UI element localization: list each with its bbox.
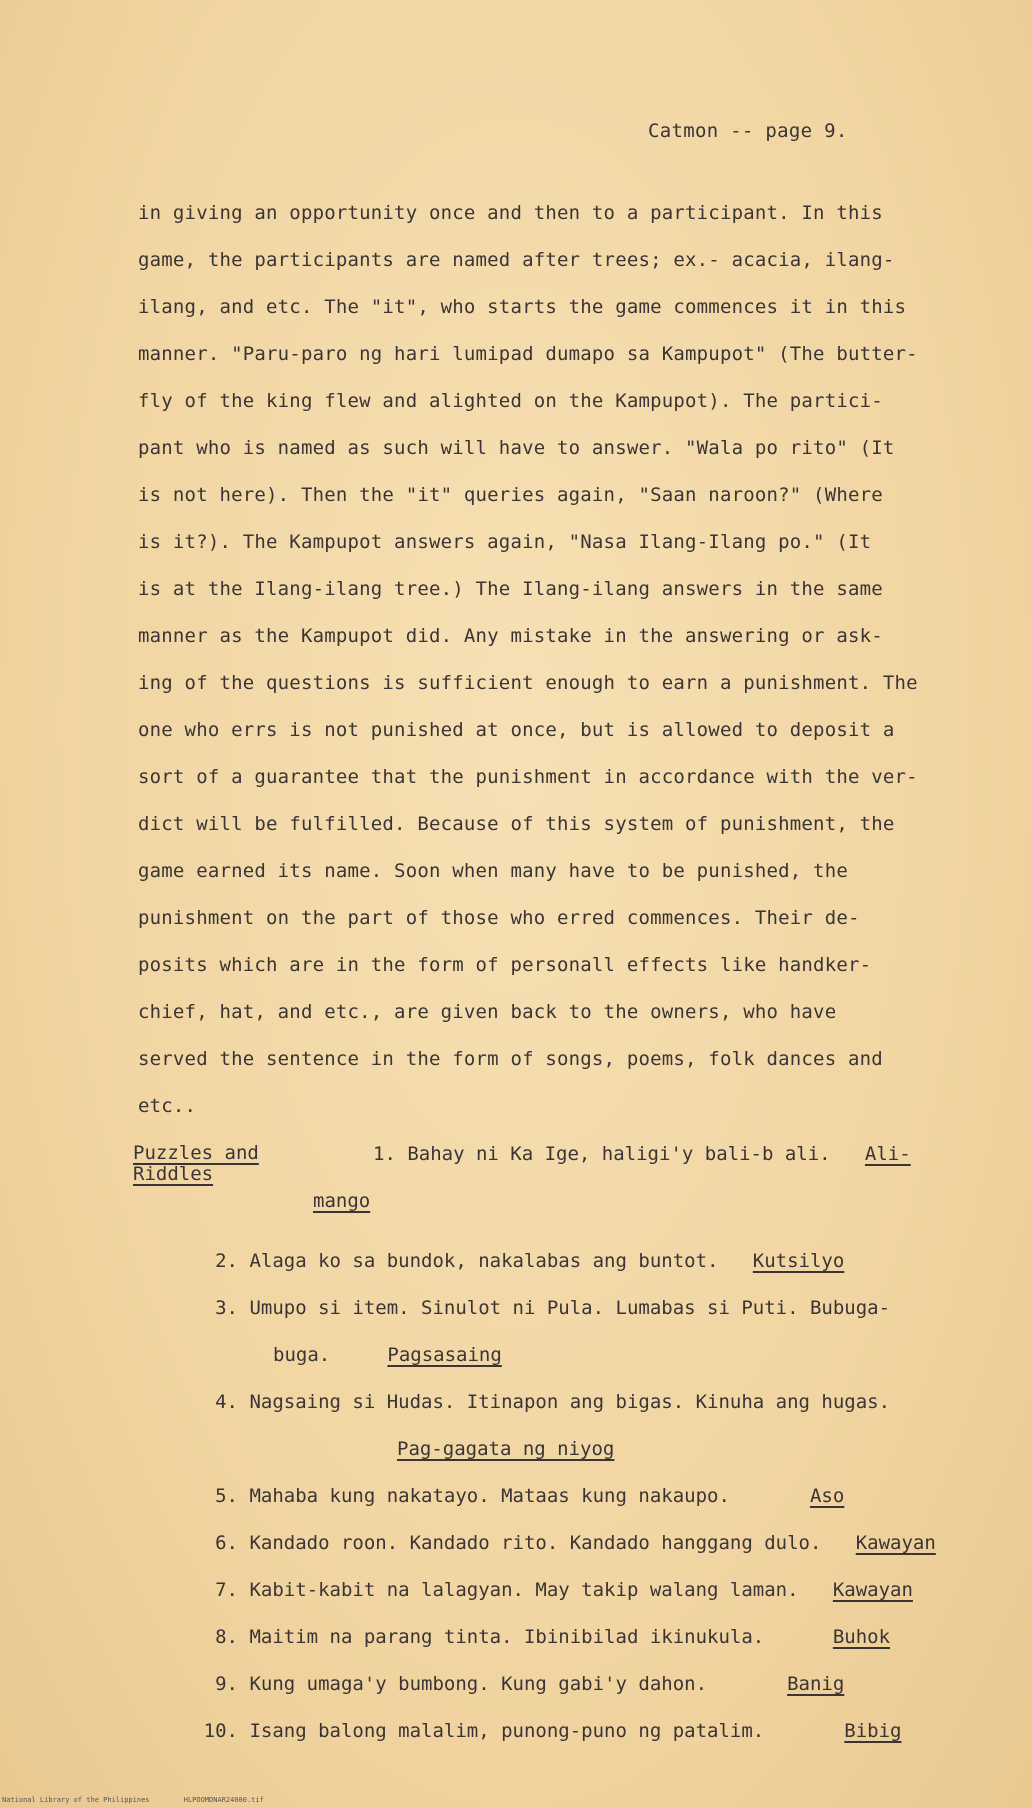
body-line: in giving an opportunity once and then to a participant. In this xyxy=(138,202,883,224)
body-line: is it?). The Kampupot answers again, "Nasa Ilang-Ilang po." (It xyxy=(138,531,872,553)
body-line: is not here). Then the "it" queries again, "Saan naroon?" (Where xyxy=(138,484,883,506)
riddle-continuation xyxy=(190,1332,936,1379)
riddle-item xyxy=(190,1379,936,1426)
riddle-text-cont: buga. xyxy=(273,1344,331,1366)
riddle-item xyxy=(190,1661,936,1708)
riddle-item xyxy=(190,1708,936,1755)
riddle-answer: Kawayan xyxy=(832,1579,913,1601)
riddle-item xyxy=(190,1285,936,1332)
riddle-text: Alaga ko sa bundok, nakalabas ang buntot. xyxy=(249,1250,719,1272)
body-line: game, the participants are named after trees; ex.- acacia, ilang- xyxy=(138,249,895,271)
riddle-item xyxy=(190,1567,936,1614)
body-line: fly of the king flew and alighted on the Kampupot). The partici- xyxy=(138,390,883,412)
riddle-answer: Kawayan xyxy=(855,1532,936,1554)
riddle-answer: Kutsilyo xyxy=(752,1250,845,1272)
page-header: Catmon -- page 9. xyxy=(648,120,848,142)
riddle-answer: Pag-gagata ng niyog xyxy=(397,1438,615,1460)
riddle-text: Mahaba kung nakatayo. Mataas kung nakaupo. xyxy=(249,1485,730,1507)
riddle-number: 7. xyxy=(215,1579,238,1601)
body-text xyxy=(138,190,958,1130)
body-line: chief, hat, and etc., are given back to the owners, who have xyxy=(138,1001,837,1023)
riddles-heading xyxy=(133,1143,259,1185)
riddle-number: 9. xyxy=(215,1673,238,1695)
riddles-heading-line2: Riddles xyxy=(133,1163,214,1185)
riddle-number: 6. xyxy=(215,1532,238,1554)
body-line: etc.. xyxy=(138,1095,197,1117)
riddle-text: Maitim na parang tinta. Ibinibilad ikinukula. xyxy=(249,1626,765,1648)
riddle-number: 3. xyxy=(215,1297,238,1319)
riddle-number: 1. xyxy=(373,1143,396,1165)
riddle-item xyxy=(190,1520,936,1567)
riddle-text: Kung umaga'y bumbong. Kung gabi'y dahon. xyxy=(249,1673,708,1695)
riddle-number: 10. xyxy=(203,1720,238,1742)
riddle-answer: Ali- xyxy=(864,1143,911,1165)
riddle-text: Kandado roon. Kandado rito. Kandado hanggang dulo. xyxy=(249,1532,822,1554)
riddle-number: 4. xyxy=(215,1391,238,1413)
body-line: manner as the Kampupot did. Any mistake in the answering or ask- xyxy=(138,625,883,647)
body-line: sort of a guarantee that the punishment in accordance with the ver- xyxy=(138,766,918,788)
riddle-answer: Buhok xyxy=(832,1626,891,1648)
body-line: manner. "Paru-paro ng hari lumipad dumapo sa Kampupot" (The butter- xyxy=(138,343,918,365)
footer-library: National Library of the Philippines xyxy=(2,1796,150,1804)
riddles-heading-line1: Puzzles and xyxy=(133,1142,259,1164)
body-line: pant who is named as such will have to answer. "Wala po rito" (It xyxy=(138,437,895,459)
riddle-item xyxy=(190,1238,936,1285)
riddle-number: 8. xyxy=(215,1626,238,1648)
scan-footer xyxy=(2,1796,294,1804)
riddle-text: Kabit-kabit na lalagyan. May takip walang laman. xyxy=(249,1579,799,1601)
riddle-item xyxy=(190,1473,936,1520)
riddle-text: Nagsaing si Hudas. Itinapon ang bigas. Kinuha ang hugas. xyxy=(249,1391,891,1413)
body-line: ing of the questions is sufficient enough to earn a punishment. The xyxy=(138,672,918,694)
body-line: punishment on the part of those who erred commences. Their de- xyxy=(138,907,860,929)
riddle-item xyxy=(190,1614,936,1661)
riddle-list xyxy=(190,1238,936,1755)
riddle-answer: mango xyxy=(313,1190,371,1212)
body-line: posits which are in the form of personall effects like handker- xyxy=(138,954,872,976)
body-line: served the sentence in the form of songs, poems, folk dances and xyxy=(138,1048,883,1070)
riddle-answer: Aso xyxy=(809,1485,845,1507)
riddle-text: Umupo si item. Sinulot ni Pula. Lumabas si Puti. Bubuga- xyxy=(249,1297,891,1319)
riddle-answer: Bibig xyxy=(844,1720,902,1742)
body-line: ilang, and etc. The "it", who starts the game commences it in this xyxy=(138,296,907,318)
riddle-text: Bahay ni Ka Ige, haligi'y bali-b ali. xyxy=(407,1143,831,1165)
body-line: is at the Ilang-ilang tree.) The Ilang-ilang answers in the same xyxy=(138,578,883,600)
body-line: dict will be fulfilled. Because of this system of punishment, the xyxy=(138,813,895,835)
footer-file-id: HLPOOMDNAR24000.tif xyxy=(183,1796,264,1804)
riddle-1 xyxy=(373,1143,911,1165)
riddle-number: 5. xyxy=(215,1485,238,1507)
body-line: game earned its name. Soon when many have to be punished, the xyxy=(138,860,848,882)
riddle-answer: Pagsasaing xyxy=(387,1344,502,1366)
riddle-1-answer-cont xyxy=(313,1190,370,1212)
riddle-text: Isang balong malalim, punong-puno ng patalim. xyxy=(249,1720,765,1742)
riddle-answer-line xyxy=(190,1426,936,1473)
body-line: one who errs is not punished at once, but is allowed to deposit a xyxy=(138,719,895,741)
riddle-answer: Banig xyxy=(787,1673,845,1695)
riddle-number: 2. xyxy=(215,1250,238,1272)
